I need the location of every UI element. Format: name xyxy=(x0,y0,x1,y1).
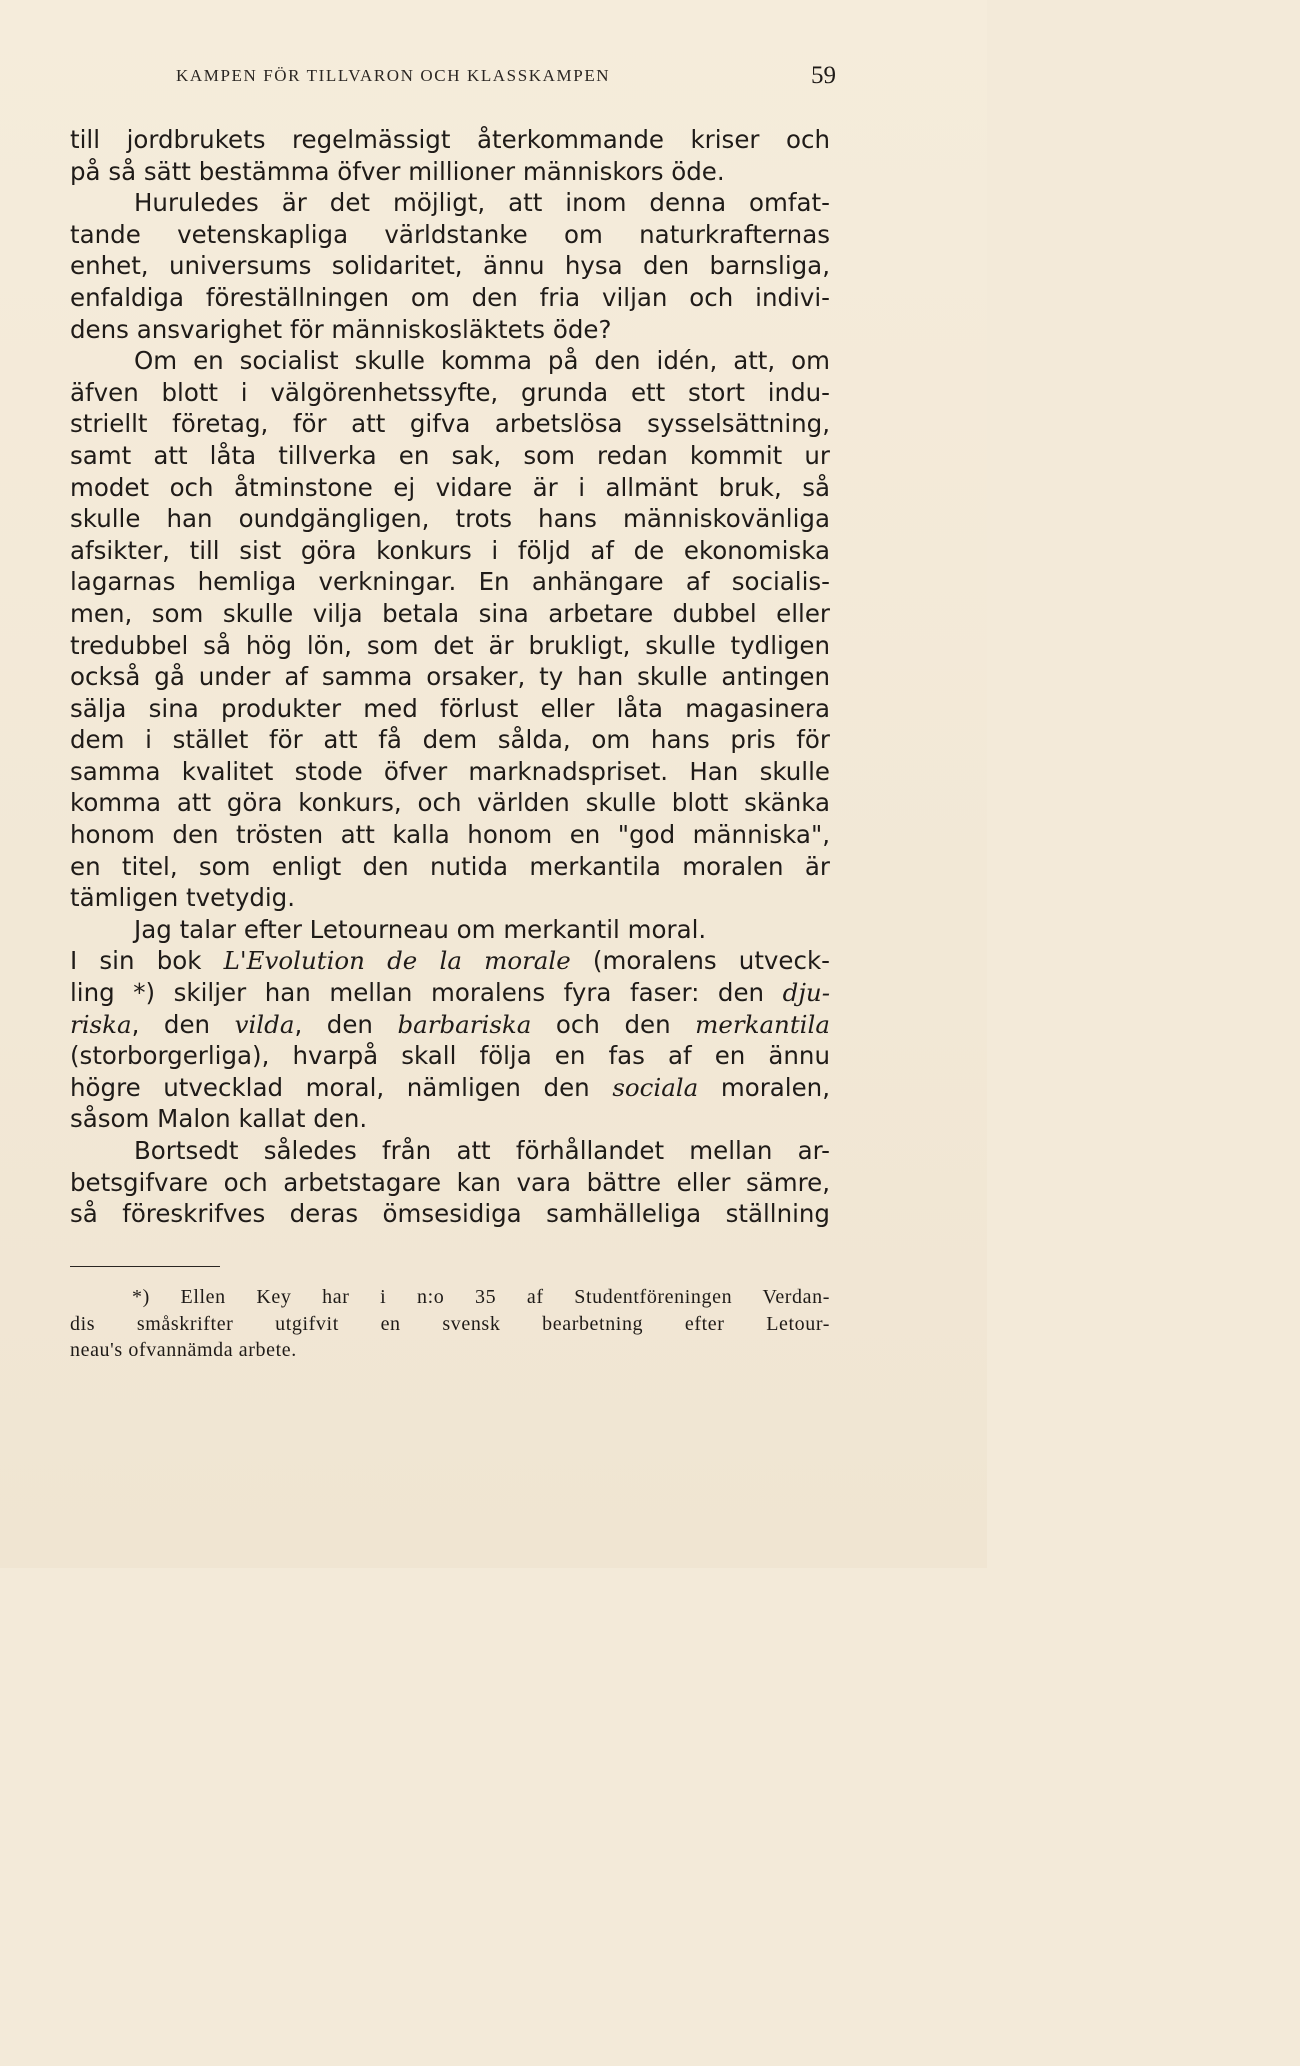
text-line: striellt företag, för att gifva arbetslösa sysselsättning, xyxy=(70,409,830,439)
text-line: sälja sina produkter med förlust eller låta magasinera xyxy=(70,693,830,723)
emphasis: riska xyxy=(70,1009,132,1039)
text-fragment: I sin bok xyxy=(70,946,224,976)
text-line: tämligen tvetydig. xyxy=(70,883,296,913)
paragraph-start-line: Jag talar efter Letourneau om merkantil moral. xyxy=(134,914,707,944)
emphasis: dju- xyxy=(782,978,830,1008)
text-fragment: moralen, xyxy=(698,1072,830,1102)
text-line-with-emphasis xyxy=(70,1072,830,1104)
running-head xyxy=(176,62,836,92)
text-line: samt att låta tillverka en sak, som redan kommit ur xyxy=(70,440,830,470)
text-line: såsom Malon kallat den. xyxy=(70,1104,368,1134)
text-line: äfven blott i välgörenhetssyfte, grunda ett stort indu- xyxy=(70,377,830,407)
page-number: 59 xyxy=(811,62,836,89)
text-line: skulle han oundgängligen, trots hans människovänliga xyxy=(70,504,830,534)
text-line: tande vetenskapliga världstanke om naturkrafternas xyxy=(70,219,830,249)
footnote-line: neau's ofvannämda arbete. xyxy=(70,1339,297,1361)
text-fragment: (moralens utveck- xyxy=(570,946,830,976)
running-title: KAMPEN FÖR TILLVARON OCH KLASSKAMPEN xyxy=(176,66,611,85)
text-line: afsikter, till sist göra konkurs i följd af de ekonomiska xyxy=(70,535,830,565)
text-line: honom den trösten att kalla honom en "god människa", xyxy=(70,820,830,850)
text-line: men, som skulle vilja betala sina arbetare dubbel eller xyxy=(70,598,830,628)
text-line: en titel, som enligt den nutida merkantila moralen är xyxy=(70,851,830,881)
text-fragment: och den xyxy=(531,1009,696,1039)
text-fragment: , den xyxy=(294,1009,398,1039)
paragraph-start-line: Om en socialist skulle komma på den idén, att, om xyxy=(134,346,830,376)
footnote xyxy=(70,1284,830,1364)
paragraph-start-line: Bortsedt således från att förhållandet mellan ar- xyxy=(134,1136,830,1165)
text-line-with-emphasis xyxy=(70,977,830,1009)
text-fragment: ling *) skiljer han mellan moralens fyra faser: den xyxy=(70,978,783,1008)
text-fragment: , den xyxy=(131,1009,235,1039)
text-line: till jordbrukets regelmässigt återkommande kriser och xyxy=(70,125,830,154)
footnote-line: dis småskrifter utgifvit en svensk bearbetning efter Letour- xyxy=(70,1312,830,1335)
text-line: komma att göra konkurs, och världen skulle blott skänka xyxy=(70,788,830,818)
emphasis: merkantila xyxy=(695,1009,830,1039)
text-line: betsgifvare och arbetstagare kan vara bättre eller sämre, xyxy=(70,1167,830,1197)
text-line: dem i stället för att få dem sålda, om hans pris för xyxy=(70,725,830,755)
text-line: tredubbel så hög lön, som det är brukligt, skulle tydligen xyxy=(70,630,830,660)
text-line: lagarnas hemliga verkningar. En anhängare af socialis- xyxy=(70,567,830,597)
emphasis: barbariska xyxy=(397,1009,532,1039)
text-line: enhet, universums solidaritet, ännu hysa den barnsliga, xyxy=(70,251,830,281)
text-line: enfaldiga föreställningen om den fria viljan och indivi- xyxy=(70,282,830,312)
paragraph-start-line: Huruledes är det möjligt, att inom denna omfat- xyxy=(134,188,830,218)
text-line: dens ansvarighet för människosläktets öde? xyxy=(70,314,612,344)
text-line: samma kvalitet stode öfver marknadspriset. Han skulle xyxy=(70,756,830,786)
text-line: modet och åtminstone ej vidare är i allmänt bruk, så xyxy=(70,472,830,502)
footnote-divider xyxy=(70,1266,220,1267)
book-title: L'Evolution de la morale xyxy=(223,946,571,976)
text-line: (storborgerliga), hvarpå skall följa en fas af en ännu xyxy=(70,1041,830,1071)
text-line: också gå under af samma orsaker, ty han skulle antingen xyxy=(70,662,830,692)
emphasis: vilda xyxy=(234,1009,295,1039)
body-text xyxy=(70,124,830,1230)
text-line-with-emphasis xyxy=(70,1009,830,1041)
text-line: på så sätt bestämma öfver millioner människors öde. xyxy=(70,156,725,186)
footnote-line: *) Ellen Key har i n:o 35 af Studentföreningen Verdan- xyxy=(132,1286,830,1308)
text-line-with-title xyxy=(70,945,830,977)
text-line: så föreskrifves deras ömsesidiga samhälleliga ställning xyxy=(70,1199,830,1229)
emphasis: sociala xyxy=(612,1072,699,1102)
text-fragment: högre utvecklad moral, nämligen den xyxy=(70,1072,613,1102)
